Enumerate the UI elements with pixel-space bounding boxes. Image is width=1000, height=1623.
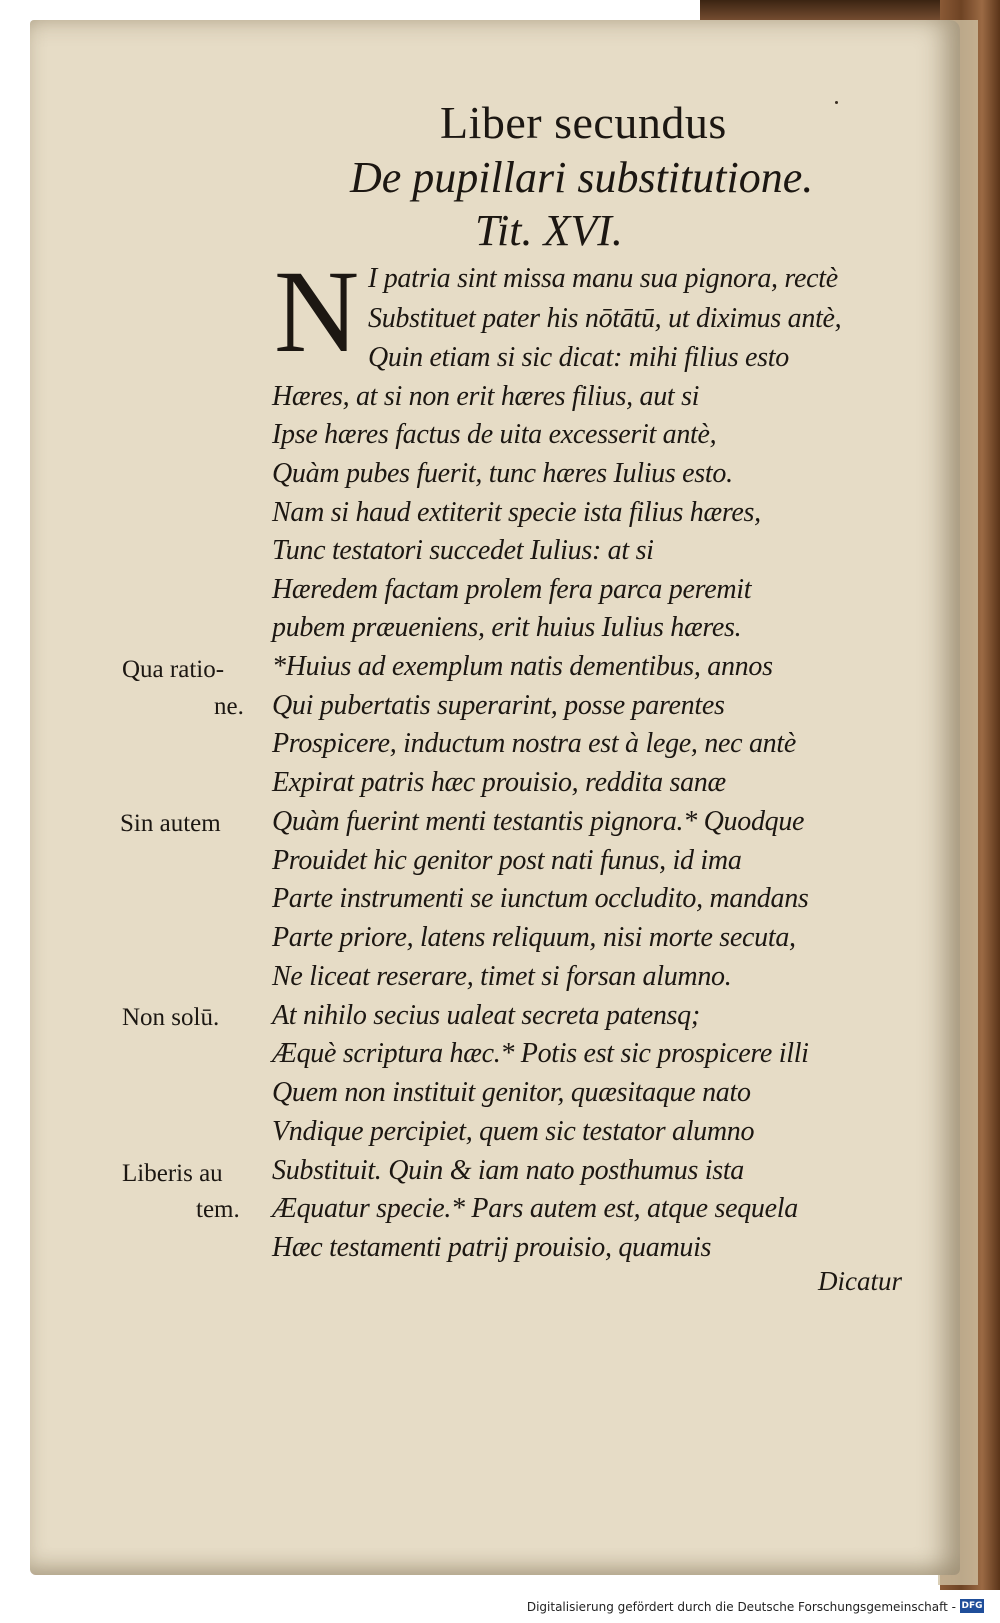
verse-line: Nam si haud extiterit specie ista filius hæres, <box>272 497 761 528</box>
verse-line: Quem non instituit genitor, quæsitaque nato <box>272 1077 751 1108</box>
verse-line: Hæredem factam prolem fera parca peremit <box>272 574 752 605</box>
verse-line: Ipse hæres factus de uita excesserit antè, <box>272 419 717 450</box>
verse-line: Prouidet hic genitor post nati funus, id ima <box>272 845 742 876</box>
verse-line: Parte priore, latens reliquum, nisi morte secuta, <box>272 922 796 953</box>
margin-note: tem. <box>196 1196 240 1223</box>
verse-line: Quàm pubes fuerit, tunc hæres Iulius esto. <box>272 458 733 489</box>
verse-line: Substituet pater his nōtātū, ut diximus antè, <box>368 303 842 334</box>
running-head: Liber secundus <box>440 97 727 148</box>
catchword: Dicatur <box>818 1266 902 1296</box>
verse-line: Substituit. Quin & iam nato posthumus ista <box>272 1155 745 1186</box>
margin-note: Liberis au <box>122 1160 223 1187</box>
verse-line: Quin etiam si sic dicat: mihi filius esto <box>368 342 789 373</box>
verse-line: Ne liceat reserare, timet si forsan alumno. <box>272 961 732 992</box>
verse-line: Æquatur specie.* Pars autem est, atque sequela <box>272 1193 798 1224</box>
chapter-number: Tit. XVI. <box>475 206 623 255</box>
verse-line: Expirat patris hæc prouisio, reddita sanæ <box>272 767 726 798</box>
verse-line: Vndique percipiet, quem sic testator alumno <box>272 1116 755 1147</box>
verse-line: I patria sint missa manu sua pignora, rectè <box>368 263 838 294</box>
verse-line: At nihilo secius ualeat secreta patensq; <box>272 1000 700 1031</box>
chapter-title: De pupillari substitutione. <box>350 153 814 202</box>
dfg-logo: DFG <box>961 1601 983 1611</box>
verse-line: pubem præueniens, erit huius Iulius hæres. <box>272 612 742 643</box>
margin-note: Non solū. <box>122 1004 220 1031</box>
verse-line: Quàm fuerint menti testantis pignora.* Quodque <box>272 806 805 837</box>
digitization-credit: Digitalisierung gefördert durch die Deutsche Forschungsgemeinschaft - <box>526 1600 956 1614</box>
verse-line: Parte instrumenti se iunctum occludito, mandans <box>272 883 809 914</box>
drop-cap: N <box>274 246 360 377</box>
verse-line: *Huius ad exemplum natis dementibus, annos <box>272 651 773 682</box>
verse-line: Tunc testatori succedet Iulius: at si <box>272 535 654 566</box>
verse-line: Hæres, at si non erit hæres filius, aut si <box>272 381 700 412</box>
margin-note: ne. <box>214 693 244 720</box>
verse-line: Qui pubertatis superarint, posse parentes <box>272 690 725 721</box>
verse-line: Æquè scriptura hæc.* Potis est sic prospicere illi <box>272 1038 809 1069</box>
margin-note: Sin autem <box>120 810 221 837</box>
verse-line: Prospicere, inductum nostra est à lege, nec antè <box>272 728 796 759</box>
margin-note: Qua ratio- <box>122 656 225 683</box>
ink-speck <box>835 101 838 104</box>
verse-line: Hæc testamenti patrij prouisio, quamuis <box>272 1232 712 1263</box>
